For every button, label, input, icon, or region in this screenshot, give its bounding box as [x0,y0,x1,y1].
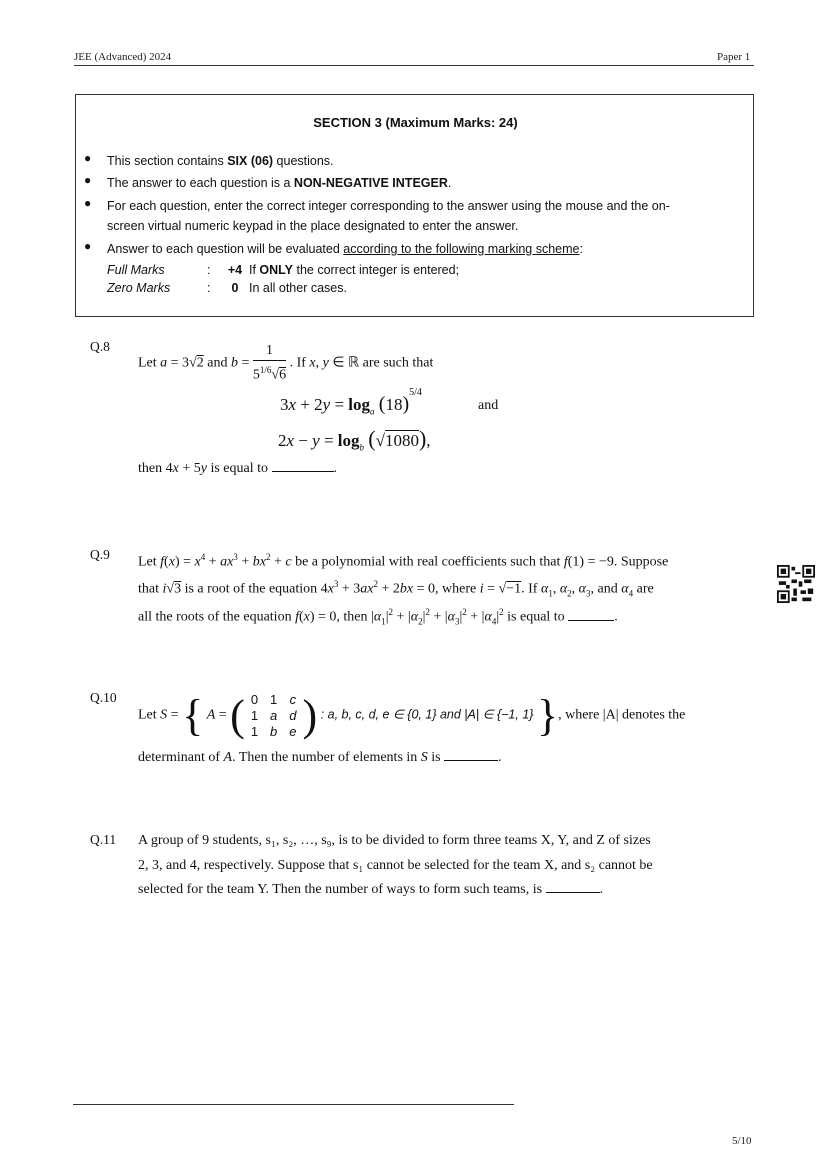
question-number: Q.10 [90,690,117,705]
q11-line2: 2, 3, and 4, respectively. Suppose that s₁ cannot be selected for the team X, and s₂ cannot be [138,858,653,873]
q9-line3: all the roots of the equation f(x) = 0, then $|\alpha_1|^2 + |\alpha_2|^2 + |\alpha_3|^2 + |\alpha_4|^2$ is equal to . [138,607,618,627]
question-number: Q.11 [90,832,117,847]
q9-line2: that i√3 is a root of the equation $4x^3 + 3ax^2 + 2bx = 0$, where i = √−1. If $\alpha_1$, $\alpha_2$, $\alpha_3$, and $\alpha_4$ are [138,579,654,599]
header-right: Paper 1 [717,51,751,63]
header-rule [74,65,754,66]
q8-equation-2: $2x - y = \log_b (√1080)$, [278,426,431,453]
section-instructions-box: SECTION 3 (Maximum Marks: 24) ● This section contains SIX (06) questions. ● The answer to each question is a NON-NEGATIVE INTEGER. ● For each question, enter the correct integer corresponding to the answer using the mouse and the on- screen virtual numeric keypad in the place designated to enter the answer. ● Answer to each question will be evaluated according to the following marking scheme: Full Marks : +4 If ONLY the correct integer is entered; Zero Marks : 0 In all other cases. [75,94,754,317]
q11-line1: A group of 9 students, s₁, s₂, …, s₉, is to be divided to form three teams X, Y, and Z of sizes [138,833,651,848]
marking-row-full: Full Marks : +4 If ONLY the correct integer is entered; [107,263,460,277]
question-number: Q.8 [90,339,110,354]
q8-and: and [478,398,499,413]
section-title: SECTION 3 (Maximum Marks: 24) [313,115,518,130]
q8-equation-1: $3x + 2y = \log_a (18)^{5/4}$ [280,387,422,417]
q9-line1: Let $f(x) = x^4 + ax^3 + bx^2 + c$ be a polynomial with real coefficients such that f(1) = −9. Suppose [138,552,669,570]
footer-rule [73,1104,514,1105]
q8-line1: Let a = 3√2 and b = $\frac{1}{5^{1/6}√6}$ . If x, y ∈ ℝ are such that [138,343,434,383]
q8-line-final: then 4x + 5y is equal to . [138,461,337,476]
q11-line3: selected for the team Y. Then the number of ways to form such teams, is . [138,882,604,897]
header-left: JEE (Advanced) 2024 [74,51,172,63]
qr-code-icon [777,565,815,603]
q10-line1: Let S = { A = ( 0 1 c 1 a d 1 b e ) : a, b, c, d, e ∈ {0, 1} and |A| ∈ {−1, 1} }, where |A| denotes the [138,691,686,740]
marking-row-zero: Zero Marks : 0 In all other cases. [107,281,347,295]
q10-line2: determinant of A. Then the number of elements in S is . [138,750,502,765]
question-number: Q.9 [90,547,110,562]
page-number: 5/10 [732,1135,752,1147]
